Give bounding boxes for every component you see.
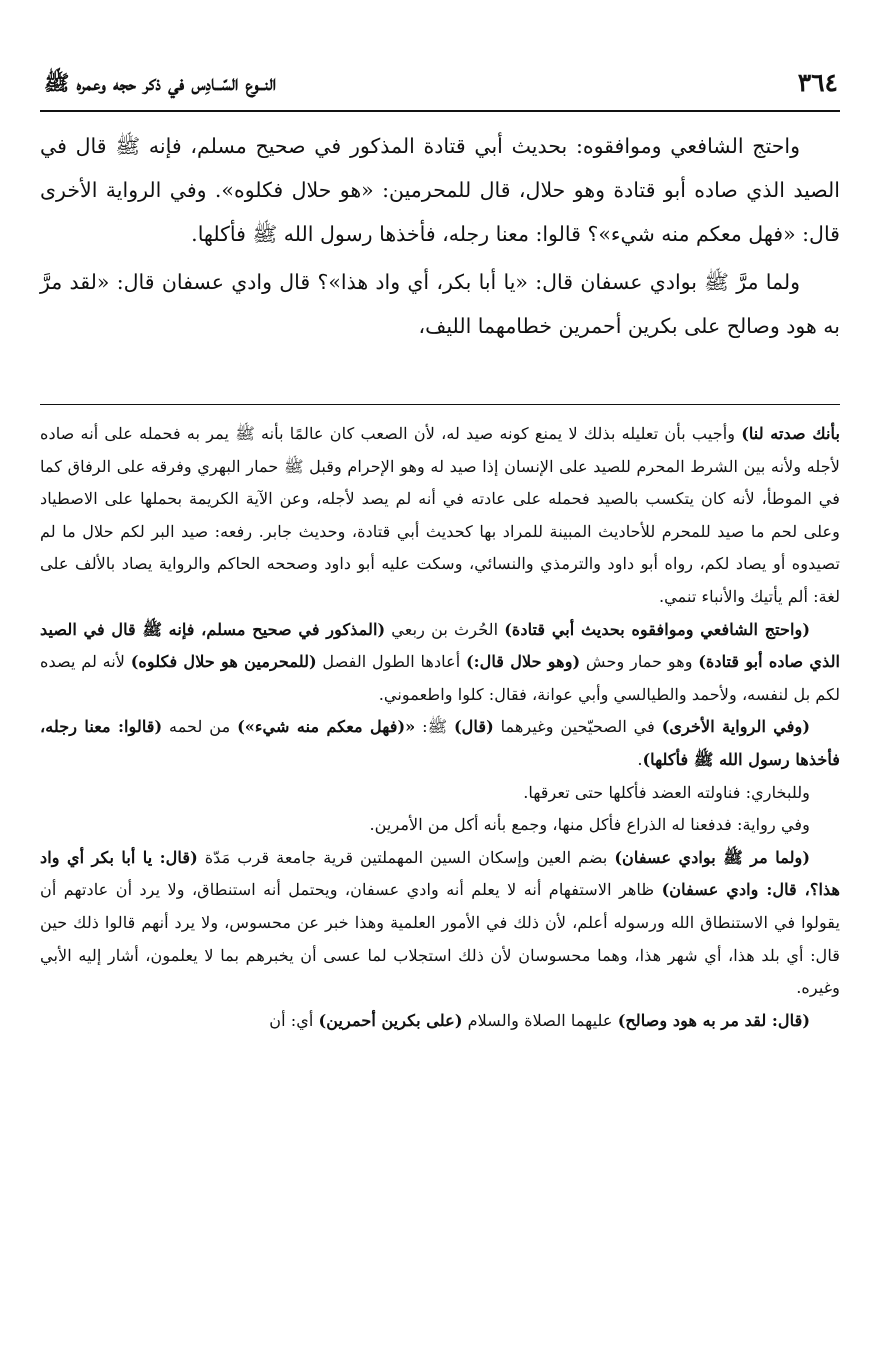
commentary-bold: (المذكور في صحيح مسلم، فإنه ﷺ قال في الصيد الذي صاده أبو قتادة) (40, 619, 840, 672)
commentary-bold: (وهو حلال قال:) (465, 652, 581, 672)
commentary-text: بضم العين وإسكان السين المهملتين قرية جامعة قرب مَدّة (197, 847, 615, 867)
commentary-separator (40, 404, 840, 405)
commentary-paragraph-6 (40, 842, 840, 1005)
commentary-text: الحُرث بن ربعي (385, 619, 505, 639)
commentary-bold: (قالوا: معنا رجله، فأخذها رسول الله ﷺ فأكلها) (40, 717, 840, 769)
commentary-text: ظاهر الاستفهام أنه لا يعلم أنه وادي عسفان، ويحتمل أنه استنطاق، ولا يرد أن عادتهم أن يقولوا في الاستنطاق الله ورسوله أعلم، لأن ذلك في الأمور العلمية وهذا خبر عن محسوس، ولا يرد أنهم قالوا ذلك حين قال: أي بلد هذا، أي شهر هذا، وهما محسوسان لأن ذلك استجلاب لما عسى أن يخبرهم بما لا يعلمون، أشار إليه الأبي وغيره. (40, 880, 840, 998)
commentary-paragraph-4: وللبخاري: فناولته العضد فأكلها حتى تعرقها. (523, 782, 810, 802)
commentary-bold: (للمحرمين هو حلال فكلوه) (130, 652, 317, 672)
commentary-paragraph-5: وفي رواية: فدفعنا له الذراع فأكل منها، وجمع بأنه أكل من الأمرين. (369, 815, 810, 835)
commentary-bold: بأنك صدته لنا) (741, 424, 840, 443)
main-text (40, 124, 840, 348)
commentary-text: وهو حمار وحش (580, 652, 699, 672)
commentary-paragraph-1 (40, 418, 840, 614)
commentary-text: أي: أن (269, 1010, 319, 1030)
commentary-text: لأنه لم يصده لكم بل لنفسه، ولأحمد والطيالسي وأبي عوانة، فقال: كلوا واطعموني. (40, 652, 840, 704)
commentary-bold: (وفي الرواية الأخرى) (661, 717, 810, 737)
page-number: ٣٦٤ (797, 68, 838, 97)
commentary-bold: (قال) (453, 717, 494, 737)
page-header (40, 64, 840, 104)
running-title: النــوع السّــادِس في ذكر حجه وعمره ﷺ (44, 70, 277, 95)
commentary-bold: (على بكرين أحمرين) (318, 1010, 463, 1030)
commentary-text: من لحمه (162, 717, 238, 737)
header-rule (40, 110, 840, 112)
commentary-paragraph-7 (40, 1005, 840, 1038)
main-paragraph-2: ولما مرَّ ﷺ بوادي عسفان قال: «يا أبا بكر، أي واد هذا»؟ قال وادي عسفان قال: «لقد مرَّ به هود وصالح على بكرين أحمرين خطامهما الليف، (40, 270, 840, 338)
commentary-text: في الصحيّحين وغيرهما (493, 717, 662, 737)
commentary-text: أعادها الطول الفصل (316, 652, 466, 672)
commentary-text: ﷺ: (415, 717, 454, 737)
commentary-bold: (ولما مر ﷺ بوادي عسفان) (614, 847, 810, 867)
main-paragraph-1: واحتج الشافعي وموافقوه: بحديث أبي قتادة المذكور في صحيح مسلم، فإنه ﷺ قال في الصيد الذي صاده أبو قتادة وهو حلال، قال للمحرمين: «هو حلال فكلوه». وفي الرواية الأخرى قال: «فهل معكم منه شيء»؟ قالوا: معنا رجله، فأخذها رسول الله ﷺ فأكلها. (40, 134, 840, 246)
commentary-text: . (637, 749, 643, 769)
commentary-text: عليهما الصلاة والسلام (462, 1010, 618, 1030)
commentary-paragraph-3 (40, 711, 840, 776)
commentary-bold: (قال: يا أبا بكر أي واد هذا؟، قال: وادي عسفان) (40, 847, 840, 900)
commentary-text: وأجيب بأن تعليله بذلك لا يمنع كونه صيد له، لأن الصعب كان عالمًا بأنه ﷺ يمر به فحمله على أنه صاده لأجله ولأنه بين الشرط المحرم للصيد على الإنسان إذا صيد له وهو الإحرام وقبل ﷺ حمار البهري وفرقه على الرفاق كما في الموطأ، لأنه كان يتكسب بالصيد فحمله على عادته في أنه لم يصد لأجله، وعن الآية الكريمة بحملها على الاصطياد وعلى لحم ما صيد للمحرم للأحاديث المبينة للمراد بها كحديث أبي قتادة، وحديث جابر. رفعه: صيد البر لكم حلال ما لم تصيدوه أو يصاد لكم، رواه أبو داود والترمذي والنسائي، وسكت عليه أبو داود وصححه الحاكم والرواية يصاد بالألف على لغة: ألم يأتيك والأنباء تنمي. (40, 424, 840, 606)
commentary-bold: «(فهل معكم منه شيء») (237, 717, 416, 737)
commentary-paragraph-2 (40, 614, 840, 712)
commentary-bold: (قال: لقد مر به هود وصالح) (617, 1010, 810, 1030)
commentary (40, 418, 840, 1037)
commentary-bold: (واحتج الشافعي وموافقوه بحديث أبي قتادة) (504, 619, 811, 639)
